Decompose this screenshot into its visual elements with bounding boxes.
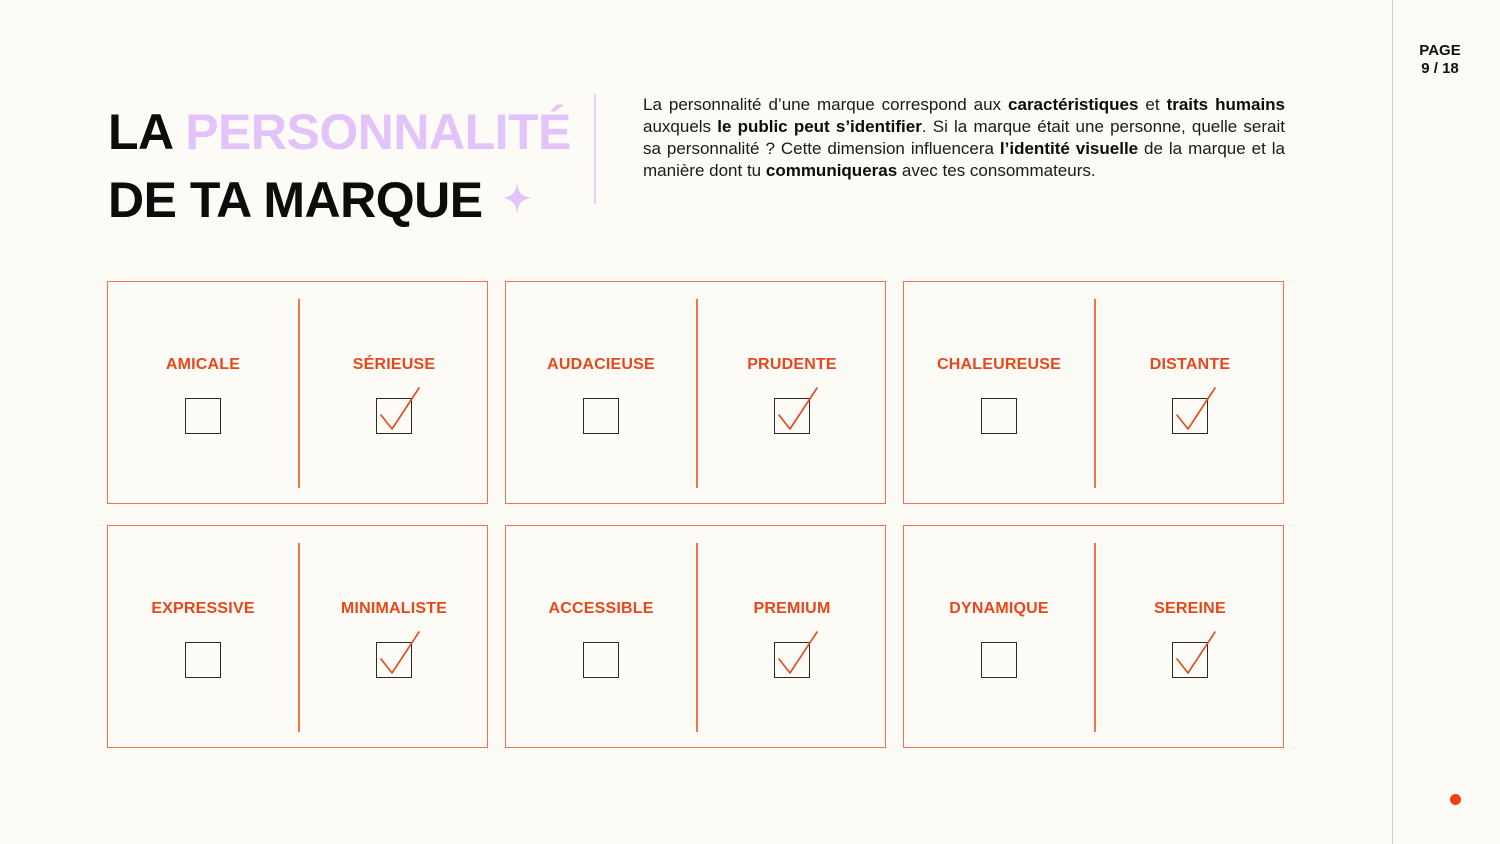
trait-option: [506, 282, 696, 503]
trait-label: PRUDENTE: [747, 356, 837, 373]
checkmark-icon: [375, 631, 425, 681]
personality-pair-card: [903, 281, 1284, 504]
personality-pair-card: [107, 281, 488, 504]
trait-label: PREMIUM: [753, 600, 831, 617]
trait-checkbox[interactable]: [185, 642, 221, 678]
personality-pair-card: [903, 525, 1284, 748]
trait-option: [108, 526, 298, 747]
page-number: 9 / 18: [1421, 60, 1459, 77]
trait-checkbox[interactable]: [774, 642, 810, 678]
trait-checkbox[interactable]: [1172, 642, 1208, 678]
trait-label: AMICALE: [165, 356, 241, 373]
page-indicator: [1400, 42, 1480, 78]
page-label: PAGE: [1419, 42, 1461, 59]
intro-paragraph: La personnalité d’une marque correspond aux caractéristiques et traits humains auxquels le public peut s’identifier. Si la marque était une personne, quelle serait sa personnalité ? Cette dimension influencera l’identité visuelle de la marque et la manière dont tu communiqueras avec tes consommateurs.: [643, 95, 1286, 180]
trait-checkbox[interactable]: [981, 398, 1017, 434]
trait-option: [108, 282, 298, 503]
trait-option: [904, 282, 1094, 503]
title-accent-word: PERSONNALITÉ: [185, 104, 571, 160]
trait-option: [506, 526, 696, 747]
trait-label: SEREINE: [1154, 600, 1226, 617]
trait-checkbox[interactable]: [774, 398, 810, 434]
trait-option: [1095, 526, 1285, 747]
checkmark-icon: [1171, 631, 1221, 681]
title-divider: [594, 94, 596, 204]
trait-label: SÉRIEUSE: [352, 356, 436, 373]
checkmark-icon: [773, 387, 823, 437]
trait-label: MINIMALISTE: [340, 600, 448, 617]
trait-checkbox[interactable]: [583, 398, 619, 434]
trait-option: [299, 526, 489, 747]
trait-option: [1095, 282, 1285, 503]
checkmark-icon: [375, 387, 425, 437]
trait-label: ACCESSIBLE: [548, 600, 654, 617]
right-margin-rule: [1392, 0, 1393, 844]
personality-pair-card: [505, 525, 886, 748]
trait-label: DYNAMIQUE: [949, 600, 1049, 617]
trait-label: AUDACIEUSE: [547, 356, 655, 373]
trait-checkbox[interactable]: [185, 398, 221, 434]
trait-label: EXPRESSIVE: [151, 600, 255, 617]
trait-label: DISTANTE: [1149, 356, 1231, 373]
dot-icon: [1450, 794, 1461, 805]
title-line-2: DE TA MARQUE: [108, 172, 483, 228]
trait-option: [904, 526, 1094, 747]
title-word-la: LA: [108, 104, 172, 160]
trait-option: [697, 282, 887, 503]
trait-option: [299, 282, 489, 503]
trait-checkbox[interactable]: [583, 642, 619, 678]
checkmark-icon: [1171, 387, 1221, 437]
personality-pair-card: [505, 281, 886, 504]
trait-checkbox[interactable]: [1172, 398, 1208, 434]
trait-option: [697, 526, 887, 747]
personality-pair-card: [107, 525, 488, 748]
checkmark-icon: [773, 631, 823, 681]
sparkle-icon: [500, 181, 534, 215]
trait-label: CHALEUREUSE: [937, 356, 1061, 373]
trait-checkbox[interactable]: [376, 642, 412, 678]
trait-checkbox[interactable]: [981, 642, 1017, 678]
trait-checkbox[interactable]: [376, 398, 412, 434]
